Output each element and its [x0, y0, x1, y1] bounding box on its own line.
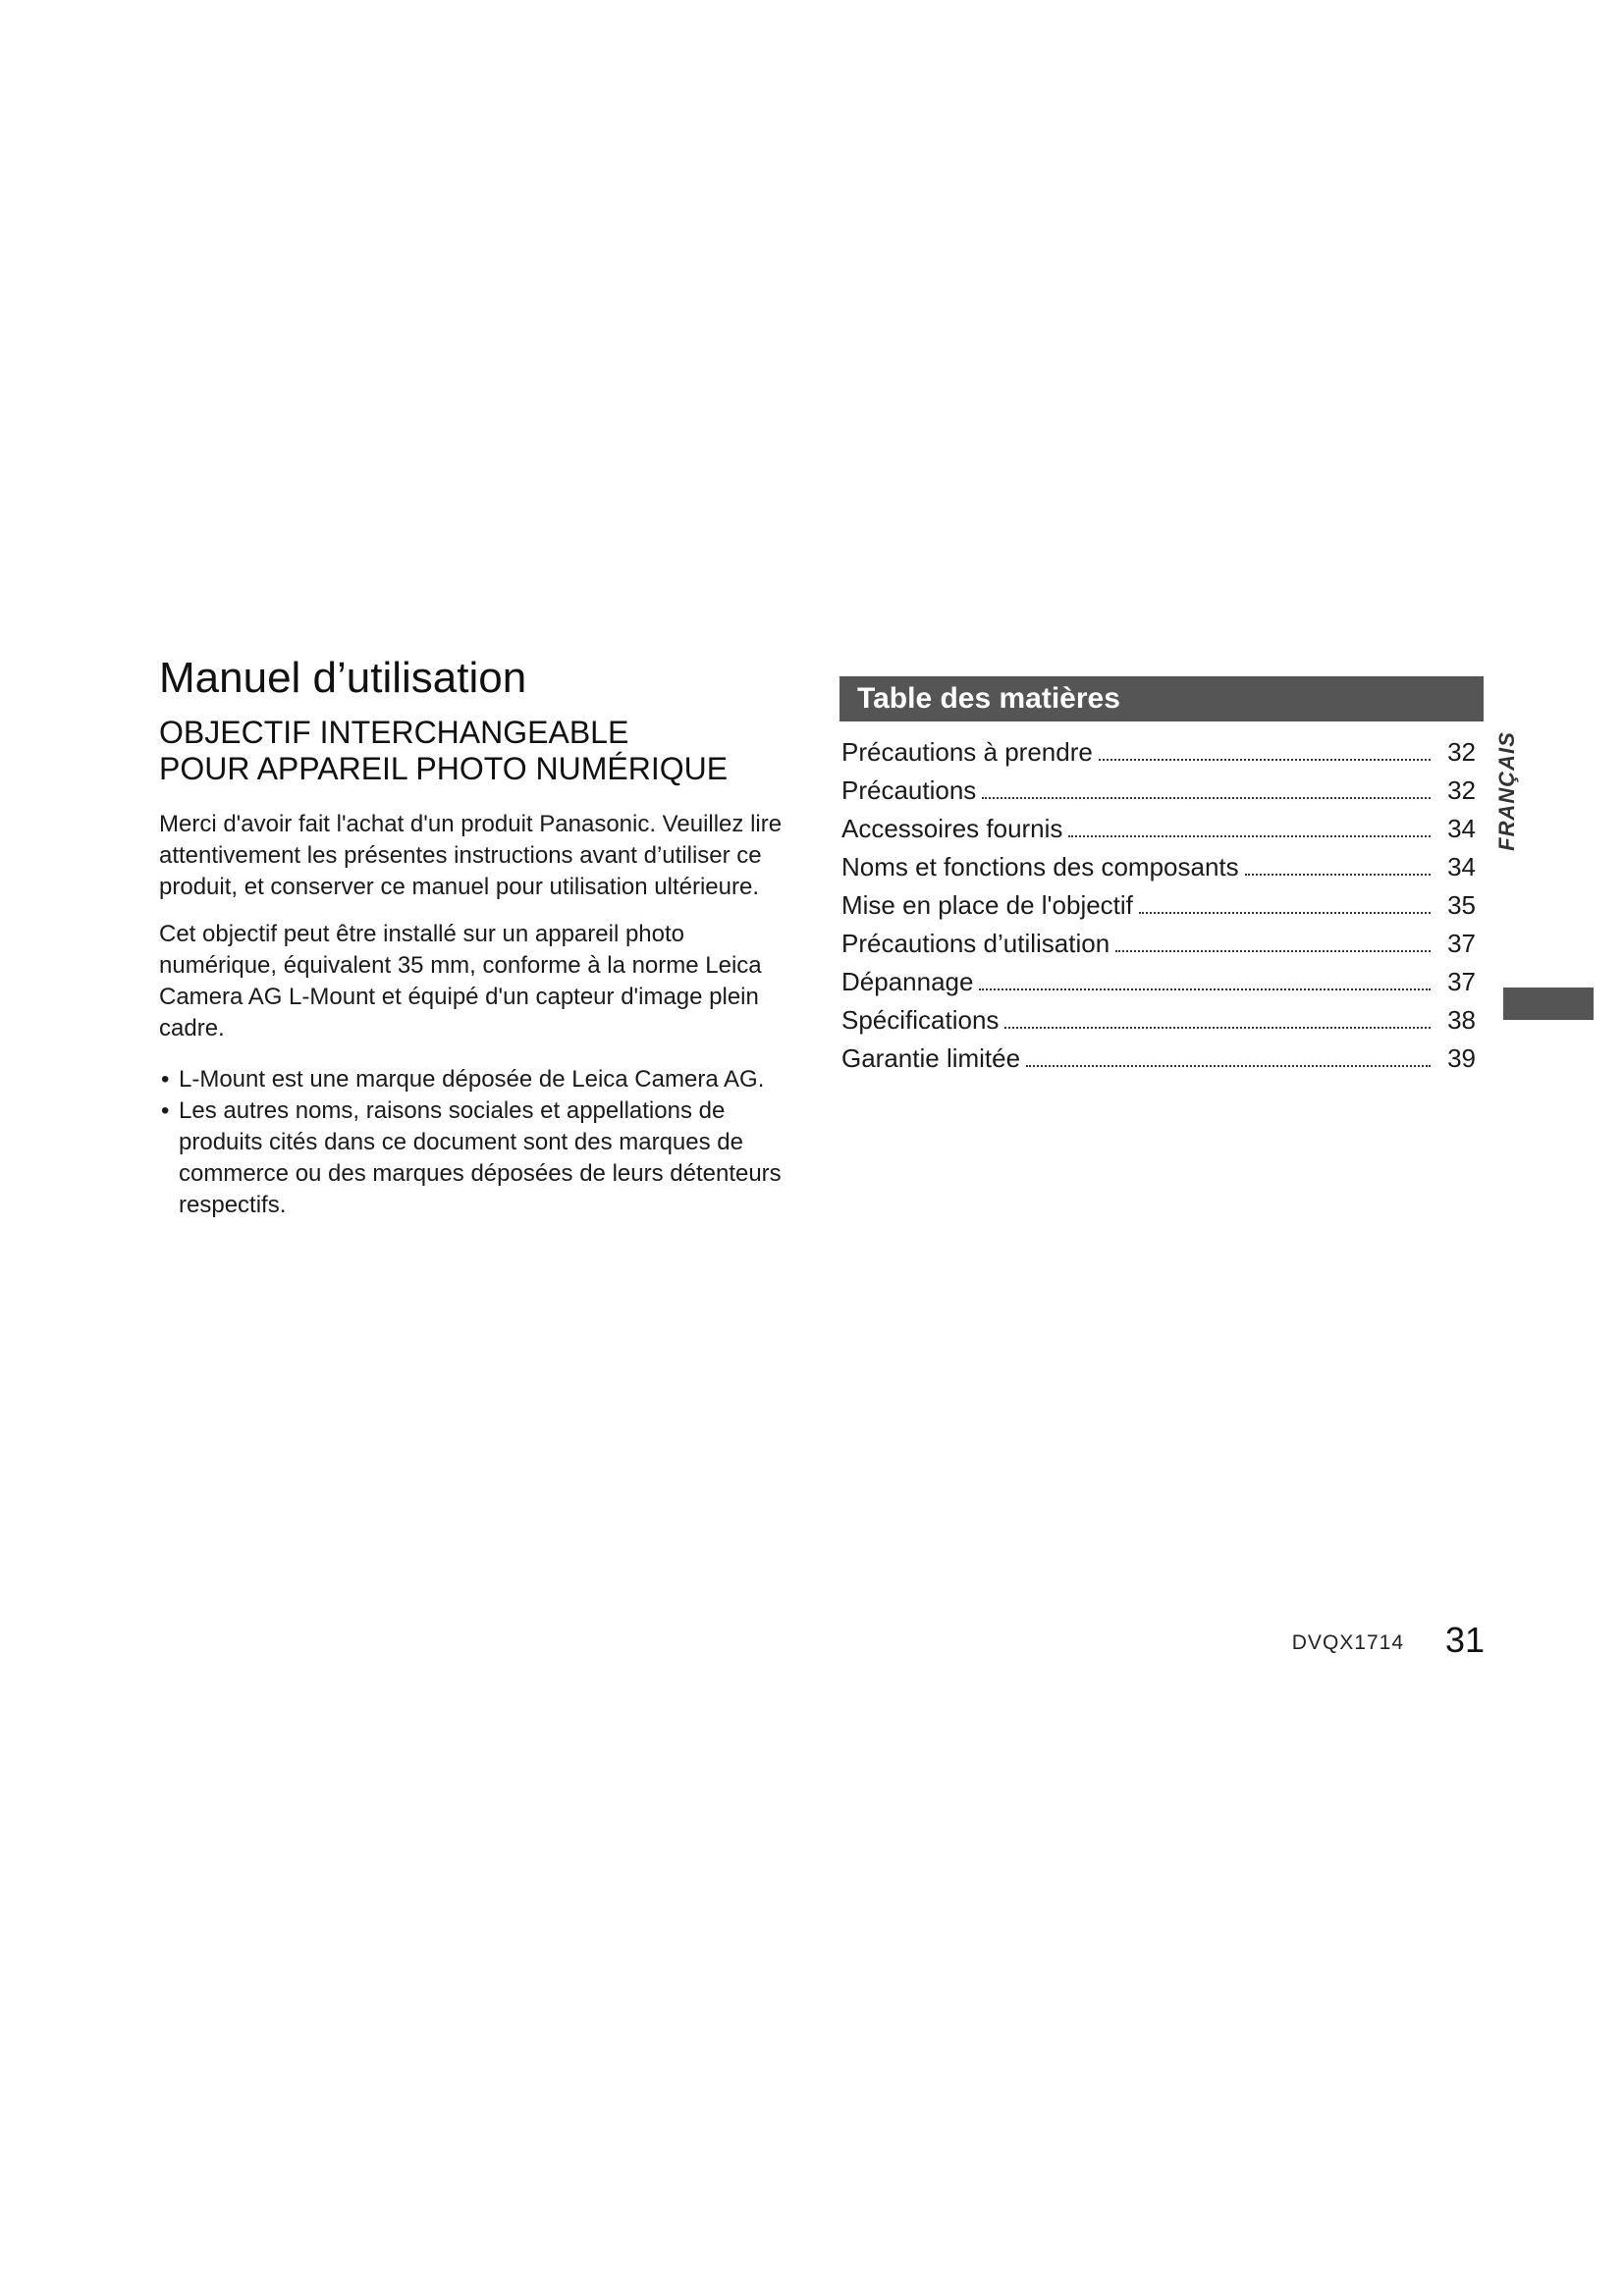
toc-item-accessoires-fournis[interactable] [841, 810, 1476, 848]
toc-item-page: 38 [1447, 1005, 1476, 1035]
page-footer [1257, 1614, 1485, 1663]
toc-item-label: Précautions d’utilisation [841, 929, 1110, 958]
toc-header: Table des matières [839, 676, 1484, 721]
toc-item-page: 37 [1447, 967, 1476, 996]
toc-item-label: Garantie limitée [841, 1043, 1021, 1073]
toc-item-precautions-a-prendre[interactable] [841, 733, 1476, 772]
toc-item-page: 32 [1447, 775, 1476, 805]
toc-item-label: Noms et fonctions des composants [841, 852, 1239, 881]
toc-leader-dots [1245, 874, 1431, 876]
table-of-contents [839, 676, 1484, 1078]
manual-title: Manuel d’utilisation [159, 654, 527, 702]
toc-leader-dots [982, 797, 1431, 799]
toc-leader-dots [979, 988, 1431, 990]
toc-item-noms-et-fonctions[interactable] [841, 848, 1476, 886]
toc-item-precautions[interactable] [841, 772, 1476, 810]
toc-leader-dots [1068, 835, 1431, 837]
toc-item-garantie-limitee[interactable] [841, 1040, 1476, 1078]
toc-item-depannage[interactable] [841, 963, 1476, 1001]
toc-item-label: Précautions [841, 775, 977, 805]
trademark-note-text: Les autres noms, raisons sociales et appellations de produits cités dans ce document sont des marques de commerce ou des marques déposées de leurs détenteurs respectifs. [179, 1097, 782, 1218]
toc-item-label: Mise en place de l'objectif [841, 890, 1133, 920]
toc-leader-dots [1115, 950, 1431, 952]
toc-list [839, 733, 1476, 1078]
language-tab-label [1485, 717, 1524, 854]
trademark-note-others [159, 1095, 795, 1221]
toc-item-label: Précautions à prendre [841, 737, 1093, 767]
bullet-icon: • [161, 1066, 170, 1093]
toc-leader-dots [1004, 1027, 1431, 1029]
toc-item-page: 39 [1447, 1043, 1476, 1073]
toc-item-label: Dépannage [841, 967, 974, 996]
language-tab-text: FRANÇAIS [1494, 731, 1519, 851]
product-subtitle-line-1: OBJECTIF INTERCHANGEABLE [159, 715, 629, 750]
toc-item-page: 35 [1447, 890, 1476, 920]
trademark-notes [159, 1064, 795, 1221]
toc-item-label: Spécifications [841, 1005, 1000, 1035]
page-number: 31 [1444, 1620, 1485, 1660]
product-subtitle-line-2: POUR APPAREIL PHOTO NUMÉRIQUE [159, 751, 729, 786]
toc-item-page: 37 [1447, 929, 1476, 958]
toc-leader-dots [1026, 1065, 1431, 1067]
language-tab-bar [1503, 988, 1594, 1020]
manual-intro [159, 652, 795, 1221]
toc-item-mise-en-place[interactable] [841, 886, 1476, 925]
trademark-note-lmount [159, 1064, 795, 1095]
toc-item-specifications[interactable] [841, 1001, 1476, 1040]
toc-item-page: 32 [1447, 737, 1476, 767]
toc-leader-dots [1139, 912, 1431, 914]
toc-leader-dots [1099, 759, 1431, 761]
toc-item-page: 34 [1447, 852, 1476, 881]
toc-item-precautions-utilisation[interactable] [841, 925, 1476, 963]
intro-paragraph-thanks: Merci d'avoir fait l'achat d'un produit Panasonic. Veuillez lire attentivement les présentes instructions avant d’utiliser ce produit, et conserver ce manuel pour utilisation ultérieure. [159, 811, 783, 900]
bullet-icon: • [161, 1097, 170, 1124]
intro-paragraph-compatibility: Cet objectif peut être installé sur un appareil photo numérique, équivalent 35 mm, conforme à la norme Leica Camera AG L-Mount et équipé d'un capteur d'image plein cadre. [159, 921, 762, 1041]
toc-item-label: Accessoires fournis [841, 814, 1063, 843]
toc-item-page: 34 [1447, 814, 1476, 843]
product-subtitle [159, 715, 795, 787]
model-code: DVQX1714 [1291, 1631, 1404, 1654]
trademark-note-text: L-Mount est une marque déposée de Leica Camera AG. [179, 1066, 765, 1093]
